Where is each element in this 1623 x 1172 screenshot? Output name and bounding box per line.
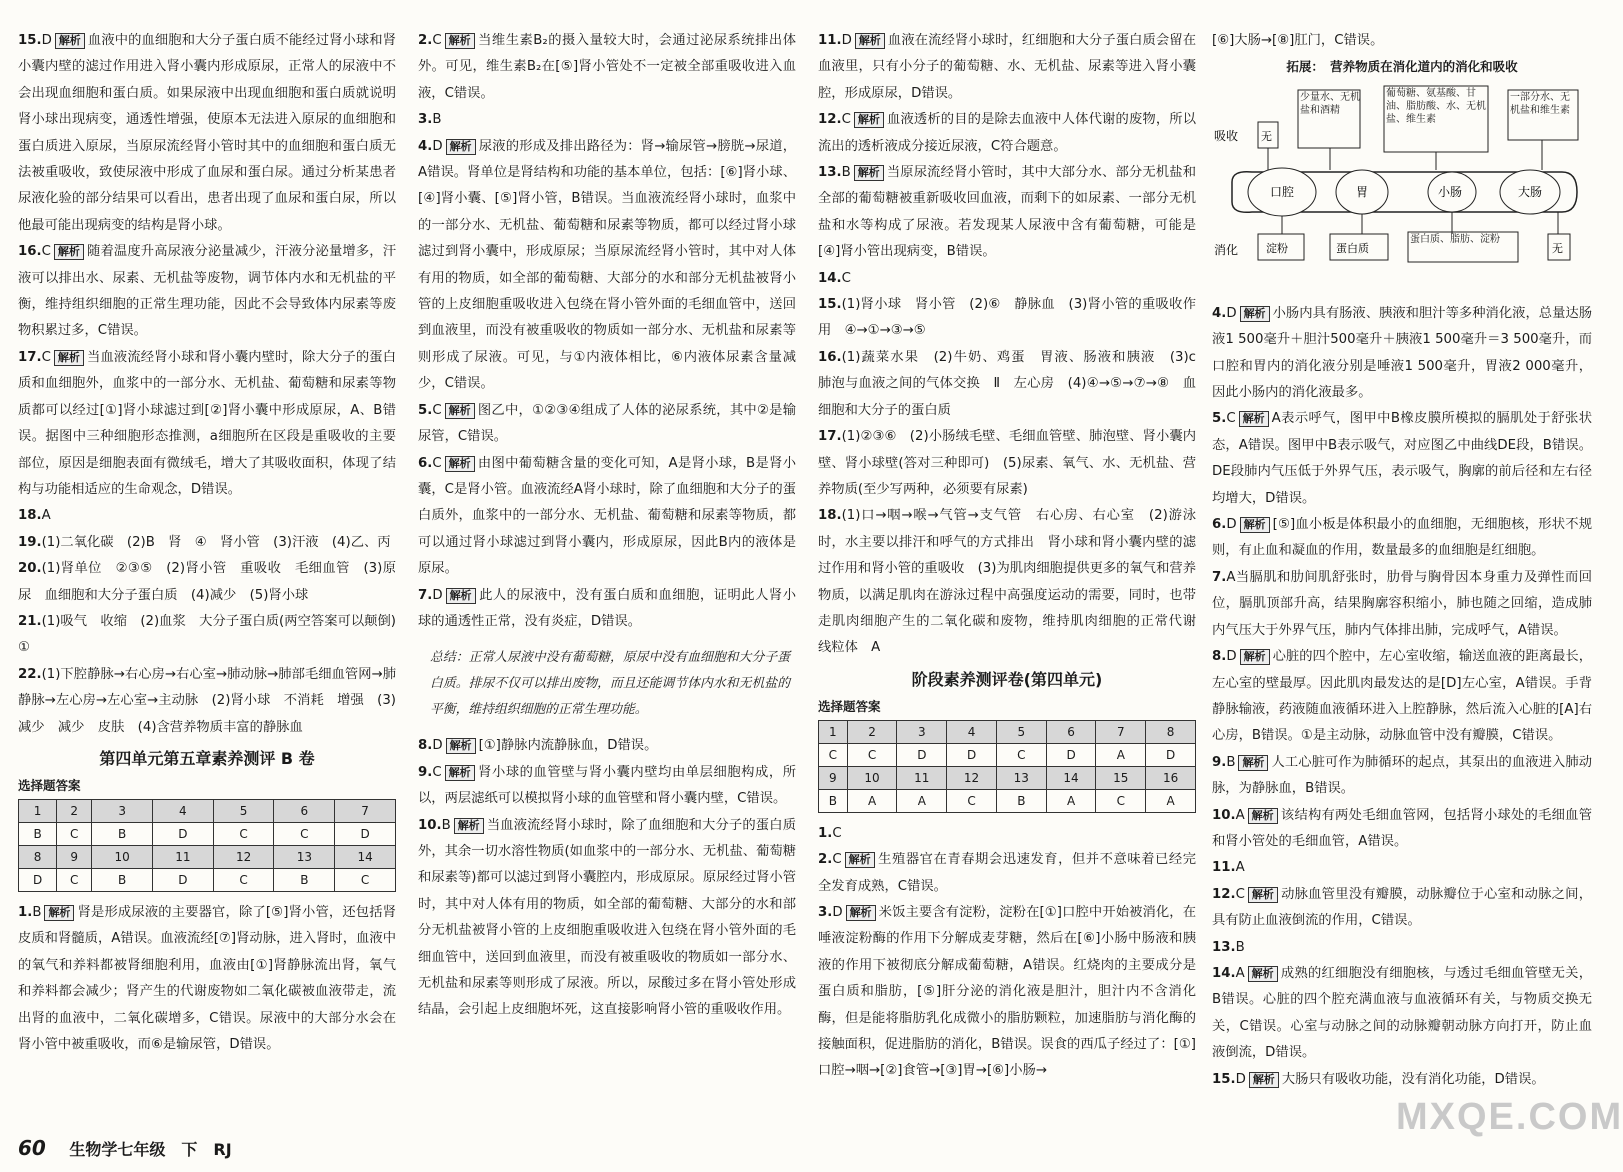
answer-explanation: 该结构有两处毛细血管网，包括肾小球处的毛细血管和肾小管处的毛细血管，A错误。	[1212, 807, 1592, 849]
answer-item	[818, 345, 1210, 424]
answer-choice: C	[841, 112, 851, 128]
analysis-tag: 解析	[1249, 1072, 1279, 1088]
answer-number: 4.	[418, 138, 433, 154]
key-cell: D	[335, 822, 396, 845]
answer-choice: C	[41, 349, 51, 365]
answer-key-table	[18, 799, 396, 892]
key-cell: A	[1096, 743, 1146, 766]
tract-label: 小肠	[1438, 185, 1463, 200]
answer-choice: C	[432, 402, 442, 418]
answer-choice: (1)蔬菜水果 (2)牛奶、鸡蛋 胃液、肠液和胰液 (3)c 肺泡与血液之间的气体交换 Ⅱ 左心房 (4)④→⑤→⑦→⑧ 血细胞和大分子的蛋白质	[818, 349, 1210, 418]
key-cell: 9	[57, 845, 92, 868]
key-cell: 5	[213, 799, 274, 822]
key-cell: D	[153, 822, 214, 845]
answer-explanation: [①]静脉内流静脉血，D错误。	[478, 738, 658, 754]
answer-choice: B	[841, 165, 851, 181]
answer-choice: C	[832, 825, 842, 841]
answer-choice: C	[1235, 886, 1245, 902]
answer-choice: D	[1226, 649, 1237, 665]
answer-explanation: 肾小球的血管壁与肾小囊内壁均由单层细胞构成，所以，两层滤纸可以模拟肾小球的血管壁和肾小囊内壁，C错误。	[418, 764, 796, 807]
key-cell: C	[847, 743, 897, 766]
analysis-tag: 解析	[446, 588, 476, 604]
answer-explanation: 此人的尿液中，没有蛋白质和血细胞，证明此人肾小球的通透性正常，没有炎症，D错误。	[418, 587, 796, 629]
key-cell: B	[92, 822, 153, 845]
answer-choice: B	[32, 904, 42, 920]
answer-item	[18, 662, 396, 741]
answer-number: 16.	[818, 349, 842, 365]
subject-label: 生物学七年级 下 RJ	[69, 1140, 232, 1159]
answer-item	[18, 239, 396, 345]
none-text: 无	[1261, 130, 1272, 144]
answer-explanation: 人工心脏可作为肺循环的起点，其泵出的血液进入肺动脉，为静脉血，B错误。	[1212, 754, 1592, 797]
answer-explanation: 心脏的四个腔中，左心室收缩，输送血液的距离最长，左心室的壁最厚。因此肌肉最发达的是[D]左心室，A错误。手背静脉输液，药液随血液循环进入上腔静脉，然后流入心脏的[A]右心房，B错误。①是主动脉，动脉血管中没有瓣膜，C错误。	[1212, 649, 1592, 744]
answer-explanation: 血液中的血细胞和大分子蛋白质不能经过肾小球和肾小囊内壁的滤过作用进入肾小囊内形成原尿，正常人的尿液中不会出现血细胞和蛋白质。如果尿液中出现血细胞和蛋白质就说明肾小球出现病变，通透性增强，使原本无法进入原尿的血细胞和蛋白质进入原尿，当原尿流经肾小管时其中的血细胞和蛋白质无法被重吸收，致使尿液中形成了血尿和蛋白尿。通过分析某患者尿液化验的部分结果可以看出，患者出现了血尿和蛋白尿，所以他最可能出现病变的结构是肾小球。	[18, 33, 396, 233]
answer-choice: B	[441, 817, 451, 833]
answer-item	[418, 28, 796, 107]
summary-note: 总结：正常人尿液中没有葡萄糖，原尿中没有血细胞和大分子蛋白质。排尿不仅可以排出废物，而且还能调节体内水和无机盐的平衡，维持组织细胞的正常生理功能。	[430, 650, 790, 718]
key-cell: 14	[335, 845, 396, 868]
answer-explanation: 米饭主要含有淀粉，淀粉在[①]口腔中开始被消化，在唾液淀粉酶的作用下分解成麦芽糖，然后在[⑥]小肠中肠液和胰液的作用下被彻底分解成葡萄糖，A错误。红烧肉的主要成分是蛋白质和脂肪，[⑤]肝分泌的消化液是胆汁，胆汁内不含消化酶，但是能将脂肪乳化成微小的脂肪颗粒，加速脂肪与消化酶的接触面积，促进脂肪的消化，B错误。误食的西瓜子经过了：[①]口腔→咽→[②]食管→[③]胃→[⑥]小肠→	[818, 904, 1196, 1079]
analysis-tag: 解析	[1248, 808, 1278, 824]
answer-choice: D	[1235, 1071, 1246, 1087]
diagram-title: 拓展： 营养物质在消化道内的消化和吸收	[1286, 59, 1518, 75]
key-cell: 5	[996, 720, 1046, 743]
key-answer-row	[19, 868, 396, 891]
answer-number: 13.	[1212, 939, 1236, 955]
analysis-tag: 解析	[1248, 966, 1278, 982]
answer-item	[418, 398, 796, 451]
analysis-tag: 解析	[445, 765, 475, 781]
small-intestine-absorb-text: 葡萄糖、氨基酸、甘油、脂肪酸、水、无机盐、维生素	[1386, 88, 1486, 126]
key-cell: C	[1096, 789, 1146, 812]
answer-choice: D	[432, 738, 443, 754]
analysis-tag: 解析	[54, 244, 84, 260]
key-cell: C	[213, 868, 274, 891]
answer-key-title: 选择题答案	[18, 777, 81, 793]
answer-number: 4.	[1212, 305, 1227, 321]
answer-item	[1212, 512, 1592, 565]
answer-choice: D	[832, 904, 843, 920]
digest-label: 消化	[1214, 243, 1239, 258]
analysis-tag: 解析	[445, 403, 475, 419]
answer-item	[818, 266, 1196, 292]
answer-number: 8.	[418, 738, 433, 754]
answer-item	[1212, 406, 1592, 512]
answer-choice: C	[432, 33, 442, 48]
answer-number: 5.	[418, 402, 433, 418]
analysis-tag: 解析	[854, 112, 884, 128]
key-cell: C	[947, 789, 997, 812]
answer-item	[818, 847, 1196, 900]
answer-number: 8.	[1212, 649, 1227, 665]
answer-list	[818, 821, 1196, 1085]
key-cell: 1	[19, 799, 57, 822]
answer-choice: B	[1226, 754, 1236, 770]
answer-choice: C	[432, 764, 442, 780]
answer-number: 6.	[1212, 517, 1227, 533]
key-cell: D	[1046, 743, 1096, 766]
answer-number: 10.	[1212, 807, 1236, 823]
key-cell: 14	[1046, 766, 1096, 789]
answer-item	[818, 107, 1196, 160]
column-4	[1212, 28, 1592, 1093]
answer-number: 10.	[418, 817, 442, 833]
tract-label: 大肠	[1518, 185, 1543, 200]
key-cell: B	[19, 822, 57, 845]
analysis-tag: 解析	[1240, 517, 1270, 533]
answer-item	[1212, 750, 1592, 803]
answer-explanation: 由图中葡萄糖含量的变化可知，A是肾小球，B是肾小囊，C是肾小管。血液流经A肾小球时，除了血细胞和大分子的蛋白质外，血浆中的一部分水、无机盐、葡萄糖和尿素等物质，都可以通过肾小球滤过到肾小囊内，形成原尿，因此B内的液体是原尿。	[418, 455, 796, 577]
key-cell: C	[335, 868, 396, 891]
answer-number: 11.	[1212, 860, 1236, 876]
answer-number: 5.	[1212, 411, 1227, 427]
key-cell: D	[1146, 743, 1196, 766]
answer-number: 17.	[18, 349, 42, 365]
key-cell: 1	[819, 720, 848, 743]
answer-choice: (1)口→咽→喉→气管→支气管 右心房、右心室 (2)游泳时，水主要以排汗和呼气的方式排出 肾小球和肾小囊内壁的滤过作用和肾小管的重吸收 (3)为肌肉细胞提供更多的氧气和营养物质，以满足肌肉在游泳过程中高强度运动的需要，同时，也带走肌肉细胞产生的二氧化碳和废物，维持肌肉细胞的正常代谢 线粒体 A	[818, 508, 1210, 656]
key-cell: 2	[847, 720, 897, 743]
answer-list	[818, 28, 1210, 662]
answer-choice: C	[432, 455, 442, 471]
answer-choice: B	[432, 112, 442, 128]
absorb-label: 吸收	[1214, 129, 1239, 144]
answer-item	[1212, 565, 1592, 644]
key-cell: 13	[996, 766, 1046, 789]
digestion-diagram-svg	[1212, 82, 1582, 282]
answer-explanation: 当膈肌和肋间肌舒张时，肋骨与胸骨因本身重力及弹性而回位，膈肌顶部升高，结果胸廓容积缩小，肺也随之回缩，造成肺内气压大于外界气压，肺内气体排出肺，完成呼气，A错误。	[1212, 569, 1592, 638]
page-number: 60	[18, 1136, 46, 1160]
analysis-tag: 解析	[855, 33, 885, 49]
answer-explanation: 肾是形成尿液的主要器官，除了[⑤]肾小管，还包括肾皮质和肾髓质，A错误。血液流经[⑦]肾动脉，进入肾时，血液中的氧气和养料都被肾细胞利用，血液由[①]肾静脉流出肾，氧气和养料都会减少；肾产生的代谢废物如二氧化碳被血液带走，流出肾的血液中，二氧化碳增多，C错误。尿液中的大部分水会在肾小管中被重吸收，而⑥是输尿管，D错误。	[18, 904, 396, 1052]
key-cell: 10	[92, 845, 153, 868]
key-cell: 11	[897, 766, 947, 789]
key-cell: 7	[1096, 720, 1146, 743]
answer-number: 3.	[418, 112, 433, 128]
column-2	[418, 28, 796, 1024]
answer-choice: D	[841, 33, 852, 48]
analysis-tag: 解析	[446, 738, 476, 754]
key-cell: D	[19, 868, 57, 891]
answer-item	[18, 345, 396, 503]
answer-choice: D	[1226, 517, 1237, 533]
key-cell: C	[996, 743, 1046, 766]
answer-choice: A	[1226, 569, 1236, 585]
answer-choice: (1)②③⑥ (2)小肠绒毛壁、毛细血管壁、肺泡壁、肾小囊内壁、肾小球壁(答对三种即可) (5)尿素、氧气、水、无机盐、营养物质(至少写两种，必须要有尿素)	[818, 429, 1196, 497]
digest-text: 蛋白质	[1336, 242, 1369, 256]
none-text: 无	[1552, 242, 1563, 256]
answer-explanation: 动脉血管里没有瓣膜，动脉瓣位于心室和动脉之间，具有防止血液倒流的作用，C错误。	[1212, 886, 1592, 929]
answer-item	[1212, 935, 1592, 961]
analysis-tag: 解析	[845, 852, 875, 868]
answer-key-table	[818, 720, 1196, 813]
answer-number: 6.	[418, 455, 433, 471]
column-1	[18, 28, 410, 1058]
answer-number: 12.	[1212, 886, 1236, 902]
answer-number: 17.	[818, 429, 842, 445]
answer-choice: (1)下腔静脉→右心房→右心室→肺动脉→肺部毛细血管网→肺静脉→左心房→左心室→主动脉 (2)肾小球 不消耗 增强 (3)减少 减少 皮肤 (4)含营养物质丰富的静脉血	[18, 666, 396, 735]
answer-number: 20.	[18, 561, 42, 577]
large-intestine-absorb-fo	[1510, 91, 1578, 141]
answer-explanation: 生殖器官在青春期会迅速发育，但并不意味着已经完全发育成熟，C错误。	[818, 852, 1196, 894]
answer-explanation: 随着温度升高尿液分泌量减少，汗液分泌量增多，汗液可以排出水、尿素、无机盐等废物，调节体内水和无机盐的平衡，维持组织细胞的正常生理功能，因此不会导致体内尿素等废物积累过多，C错误。	[18, 244, 396, 339]
analysis-tag: 解析	[44, 905, 74, 921]
key-cell: B	[274, 868, 335, 891]
answer-list	[1212, 301, 1592, 1093]
answer-number: 18.	[18, 508, 42, 524]
watermark: MXQE.COM	[1396, 1096, 1623, 1138]
answer-explanation: 小肠内具有肠液、胰液和胆汁等多种消化液，总量达肠液1 500毫升＋胆汁500毫升＋胰液1 500毫升＝3 500毫升，而口腔和胃内的消化液分别是唾液1 500毫升，胃液2 000毫升，因此小肠内的消化液最多。	[1212, 305, 1592, 401]
analysis-tag: 解析	[854, 165, 884, 181]
answer-number: 3.	[818, 904, 833, 920]
answer-item	[818, 900, 1196, 1085]
answer-list	[18, 28, 410, 741]
key-answer-row	[819, 789, 1196, 812]
analysis-tag: 解析	[1238, 755, 1268, 771]
answer-number: 15.	[18, 33, 42, 48]
key-cell: 9	[819, 766, 848, 789]
answer-choice: C	[841, 270, 851, 286]
answer-choice: D	[41, 33, 52, 48]
answer-item	[818, 292, 1196, 345]
key-cell: 13	[274, 845, 335, 868]
answer-number: 1.	[18, 904, 33, 920]
answer-item	[1212, 882, 1592, 935]
answer-number: 14.	[818, 270, 842, 286]
key-cell: 11	[153, 845, 214, 868]
answer-item	[1212, 1067, 1592, 1093]
answer-item	[818, 503, 1210, 661]
answer-number: 15.	[818, 297, 842, 313]
key-cell: C	[57, 822, 92, 845]
key-cell: 6	[274, 799, 335, 822]
answer-number: 22.	[18, 666, 42, 682]
answer-explanation: [⑤]血小板是体积最小的血细胞，无细胞核，形状不规则，有止血和凝血的作用，数量最多的血细胞是红细胞。	[1212, 517, 1592, 559]
answer-choice: D	[1226, 305, 1237, 321]
answer-item	[1212, 301, 1592, 407]
answer-item	[418, 760, 796, 813]
answer-explanation: A表示呼气，图甲中B橡皮膜所模拟的膈肌处于舒张状态，A错误。图甲中B表示吸气，对应图乙中曲线DE段，B错误。DE段肺内气压低于外界气压，表示吸气，胸廓的前后径和左右径均增大，D错误。	[1212, 411, 1592, 506]
answer-explanation: 大肠只有吸收功能，没有消化功能，D错误。	[1281, 1071, 1545, 1087]
analysis-tag: 解析	[1239, 411, 1269, 427]
key-cell: B	[819, 789, 848, 812]
answer-item	[18, 900, 396, 1058]
answer-list	[418, 28, 796, 635]
answer-choice: (1)吸气 收缩 (2)血浆 大分子蛋白质(两空答案可以颠倒) ①	[18, 613, 410, 656]
key-cell: 10	[847, 766, 897, 789]
answer-explanation: 血液在流经肾小球时，红细胞和大分子蛋白质会留在血液里，只有小分子的葡萄糖、水、无机盐、尿素等进入肾小囊腔，形成原尿，D错误。	[818, 33, 1196, 101]
key-cell: C	[57, 868, 92, 891]
key-question-row	[19, 799, 396, 822]
answer-item	[418, 107, 796, 133]
stomach-absorb-fo	[1300, 91, 1360, 149]
answer-number: 16.	[18, 244, 42, 260]
column-3	[818, 28, 1210, 1085]
answer-item	[18, 609, 410, 662]
answer-key-title: 选择题答案	[818, 698, 881, 714]
answer-choice: (1)肾小球 肾小管 (2)⑥ 静脉血 (3)肾小管的重吸收作用 ④→①→③→⑤	[818, 297, 1196, 339]
key-cell: A	[1146, 789, 1196, 812]
answer-item	[418, 733, 796, 759]
answer-item	[418, 813, 796, 1024]
answer-item	[1212, 803, 1592, 856]
answer-explanation: 当原尿流经肾小管时，其中大部分水、部分无机盐和全部的葡萄糖被重新吸收回血液，而剩下的如尿素、一部分无机盐和水等构成了尿液。若发现某人尿液中含有葡萄糖，可能是[④]肾小管出现病变，B错误。	[818, 165, 1196, 260]
answer-explanation: 当血液流经肾小球时，除了血细胞和大分子的蛋白质外，其余一切水溶性物质(如血浆中的一部分水、无机盐、葡萄糖和尿素等)都可以滤过到肾小囊腔内，形成原尿。原尿经过肾小管时，其中对人体有用的物质，如全部的葡萄糖、大部分的水和部分无机盐被肾小管的上皮细胞重吸收进入包绕在肾小管外面的毛细血管中，送回到血液里，而没有被重吸收的物质如一部分水、无机盐和尿素等则形成了尿液。所以，尿酸过多在肾小管处形成结晶，会引起上皮细胞坏死，这直接影响肾小管的重吸收作用。	[418, 817, 796, 1018]
key-cell: 6	[1046, 720, 1096, 743]
answer-list	[18, 900, 396, 1058]
key-cell: 2	[57, 799, 92, 822]
answer-choice: A	[1235, 965, 1245, 981]
analysis-tag: 解析	[1240, 649, 1270, 665]
answer-item	[18, 503, 396, 529]
answer-explanation: 图乙中，①②③④组成了人体的泌尿系统，其中②是输尿管，C错误。	[418, 402, 796, 445]
key-cell: C	[213, 822, 274, 845]
key-cell: C	[274, 822, 335, 845]
key-cell: 8	[19, 845, 57, 868]
section-title: 第四单元第五章素养测评 B 卷	[99, 748, 315, 768]
answer-choice: D	[432, 587, 443, 603]
answer-explanation: 当维生素B₂的摄入量较大时，会通过泌尿系统排出体外。可见，维生素B₂在[⑤]肾小管处不一定被全部重吸收进入血液，C错误。	[418, 33, 796, 101]
key-cell: 3	[92, 799, 153, 822]
key-cell: B	[996, 789, 1046, 812]
answer-number: 2.	[418, 33, 433, 48]
answer-number: 15.	[1212, 1071, 1236, 1087]
key-cell: 4	[947, 720, 997, 743]
answer-number: 9.	[1212, 754, 1227, 770]
key-cell: A	[1046, 789, 1096, 812]
analysis-tag: 解析	[446, 139, 476, 155]
stomach-absorb-text: 少量水、无机盐和酒精	[1300, 92, 1360, 117]
answer-number: 12.	[818, 112, 842, 128]
answer-choice: (1)二氧化碳 (2)B 肾 ④ 肾小管 (3)汗液 (4)乙、丙	[41, 534, 391, 550]
answer-item	[818, 821, 1196, 847]
intestine-digest-fo	[1410, 233, 1518, 263]
answer-number: 19.	[18, 534, 42, 550]
analysis-tag: 解析	[445, 456, 475, 472]
key-question-row	[19, 845, 396, 868]
key-question-row	[819, 720, 1196, 743]
analysis-tag: 解析	[54, 350, 84, 366]
key-cell: A	[897, 789, 947, 812]
answer-number: 18.	[818, 508, 842, 524]
answer-explanation: 血液透析的目的是除去血液中人体代谢的废物，所以流出的透析液成分接近尿液，C符合题意。	[818, 112, 1196, 154]
key-cell: 12	[947, 766, 997, 789]
intestine-digest-text: 蛋白质、脂肪、淀粉	[1410, 234, 1500, 246]
tract-label: 胃	[1356, 185, 1369, 200]
answer-item	[18, 556, 396, 609]
answer-explanation: 当血液流经肾小球和肾小囊内壁时，除大分子的蛋白质和血细胞外，血浆中的一部分水、无机盐、葡萄糖和尿素等物质都可以经过[①]肾小球滤过到[②]肾小囊中形成原尿，A、B错误。据图中三种细胞形态推测，a细胞所在区段是重吸收的主要部位，原因是细胞表面有微绒毛，增大了其吸收面积，体现了结构与功能相适应的生命观念，D错误。	[18, 349, 396, 497]
answer-item	[418, 583, 796, 636]
answer-list	[418, 733, 796, 1023]
key-cell: 7	[335, 799, 396, 822]
answer-choice: C	[1226, 411, 1236, 427]
answer-item	[418, 451, 796, 583]
answer-choice: C	[832, 852, 842, 868]
key-cell: C	[819, 743, 848, 766]
key-cell: D	[897, 743, 947, 766]
analysis-tag: 解析	[454, 818, 484, 834]
answer-choice: D	[432, 138, 443, 154]
continued-line: [⑥]大肠→[⑧]肛门，C错误。	[1212, 33, 1384, 48]
answer-item	[1212, 961, 1592, 1067]
answer-item	[818, 160, 1196, 266]
answer-choice: A	[1235, 807, 1245, 823]
key-answer-row	[819, 743, 1196, 766]
analysis-tag: 解析	[846, 905, 876, 921]
key-cell: 3	[897, 720, 947, 743]
key-cell: 15	[1096, 766, 1146, 789]
answer-choice: A	[41, 508, 51, 524]
analysis-tag: 解析	[1248, 887, 1278, 903]
key-cell: D	[947, 743, 997, 766]
analysis-tag: 解析	[1240, 306, 1270, 322]
tract-label: 口腔	[1270, 185, 1295, 200]
key-cell: 8	[1146, 720, 1196, 743]
answer-choice: A	[1235, 860, 1245, 876]
answer-item	[18, 530, 396, 556]
answer-number: 14.	[1212, 965, 1236, 981]
answer-number: 2.	[818, 852, 833, 868]
answer-number: 13.	[818, 165, 842, 181]
answer-choice: (1)肾单位 ②③⑤ (2)肾小管 重吸收 毛细血管 (3)原尿 血细胞和大分子蛋白质 (4)减少 (5)肾小球	[18, 561, 396, 603]
answer-item	[18, 28, 396, 239]
key-question-row	[819, 766, 1196, 789]
analysis-tag: 解析	[55, 33, 85, 49]
answer-number: 1.	[818, 825, 833, 841]
answer-number: 21.	[18, 613, 42, 629]
key-cell: B	[92, 868, 153, 891]
section-title: 阶段素养测评卷(第四单元)	[911, 669, 1103, 689]
answer-item	[418, 134, 796, 398]
large-intestine-absorb-text: 一部分水、无机盐和维生素	[1510, 92, 1570, 117]
answer-number: 11.	[818, 33, 842, 48]
key-cell: D	[153, 868, 214, 891]
analysis-tag: 解析	[445, 33, 475, 49]
answer-choice: C	[41, 244, 51, 260]
answer-item	[818, 28, 1196, 107]
key-cell: 4	[153, 799, 214, 822]
key-cell: 16	[1146, 766, 1196, 789]
key-cell: A	[847, 789, 897, 812]
answer-number: 7.	[418, 587, 433, 603]
answer-item	[818, 424, 1196, 503]
answer-explanation: 尿液的形成及排出路径为：肾→输尿管→膀胱→尿道，A错误。肾单位是肾结构和功能的基本单位，包括：[⑥]肾小球、[④]肾小囊、[⑤]肾小管，B错误。当血液流经肾小球时，血浆中的一部分水、无机盐、葡萄糖和尿素等物质，都可以经过肾小球滤过到肾小囊中，形成原尿；当原尿流经肾小管时，其中对人体有用的物质，如全部的葡萄糖、大部分的水和部分无机盐被肾小管的上皮细胞重吸收进入包绕在肾小管外面的毛细血管中，送回到血液里，而没有被重吸收的物质如一部分水、无机盐和尿素等则形成了尿液。可见，与①内液体相比，⑥内液体尿素含量减少，C错误。	[418, 138, 796, 392]
small-intestine-absorb-fo	[1386, 87, 1488, 153]
digest-text: 淀粉	[1266, 242, 1288, 256]
answer-item	[1212, 855, 1592, 881]
digestion-diagram	[1212, 82, 1592, 292]
key-cell: 12	[213, 845, 274, 868]
page-footer	[18, 1136, 232, 1160]
key-answer-row	[19, 822, 396, 845]
answer-number: 7.	[1212, 569, 1227, 585]
answer-choice: B	[1235, 939, 1245, 955]
answer-item	[1212, 644, 1592, 750]
answer-number: 9.	[418, 764, 433, 780]
answer-explanation: 成熟的红细胞没有细胞核，与透过毛细血管壁无关，B错误。心脏的四个腔充满血液与血液循环有关，与物质交换无关，C错误。心室与动脉之间的动脉瓣朝动脉方向打开，防止血液倒流，D错误。	[1212, 965, 1592, 1061]
